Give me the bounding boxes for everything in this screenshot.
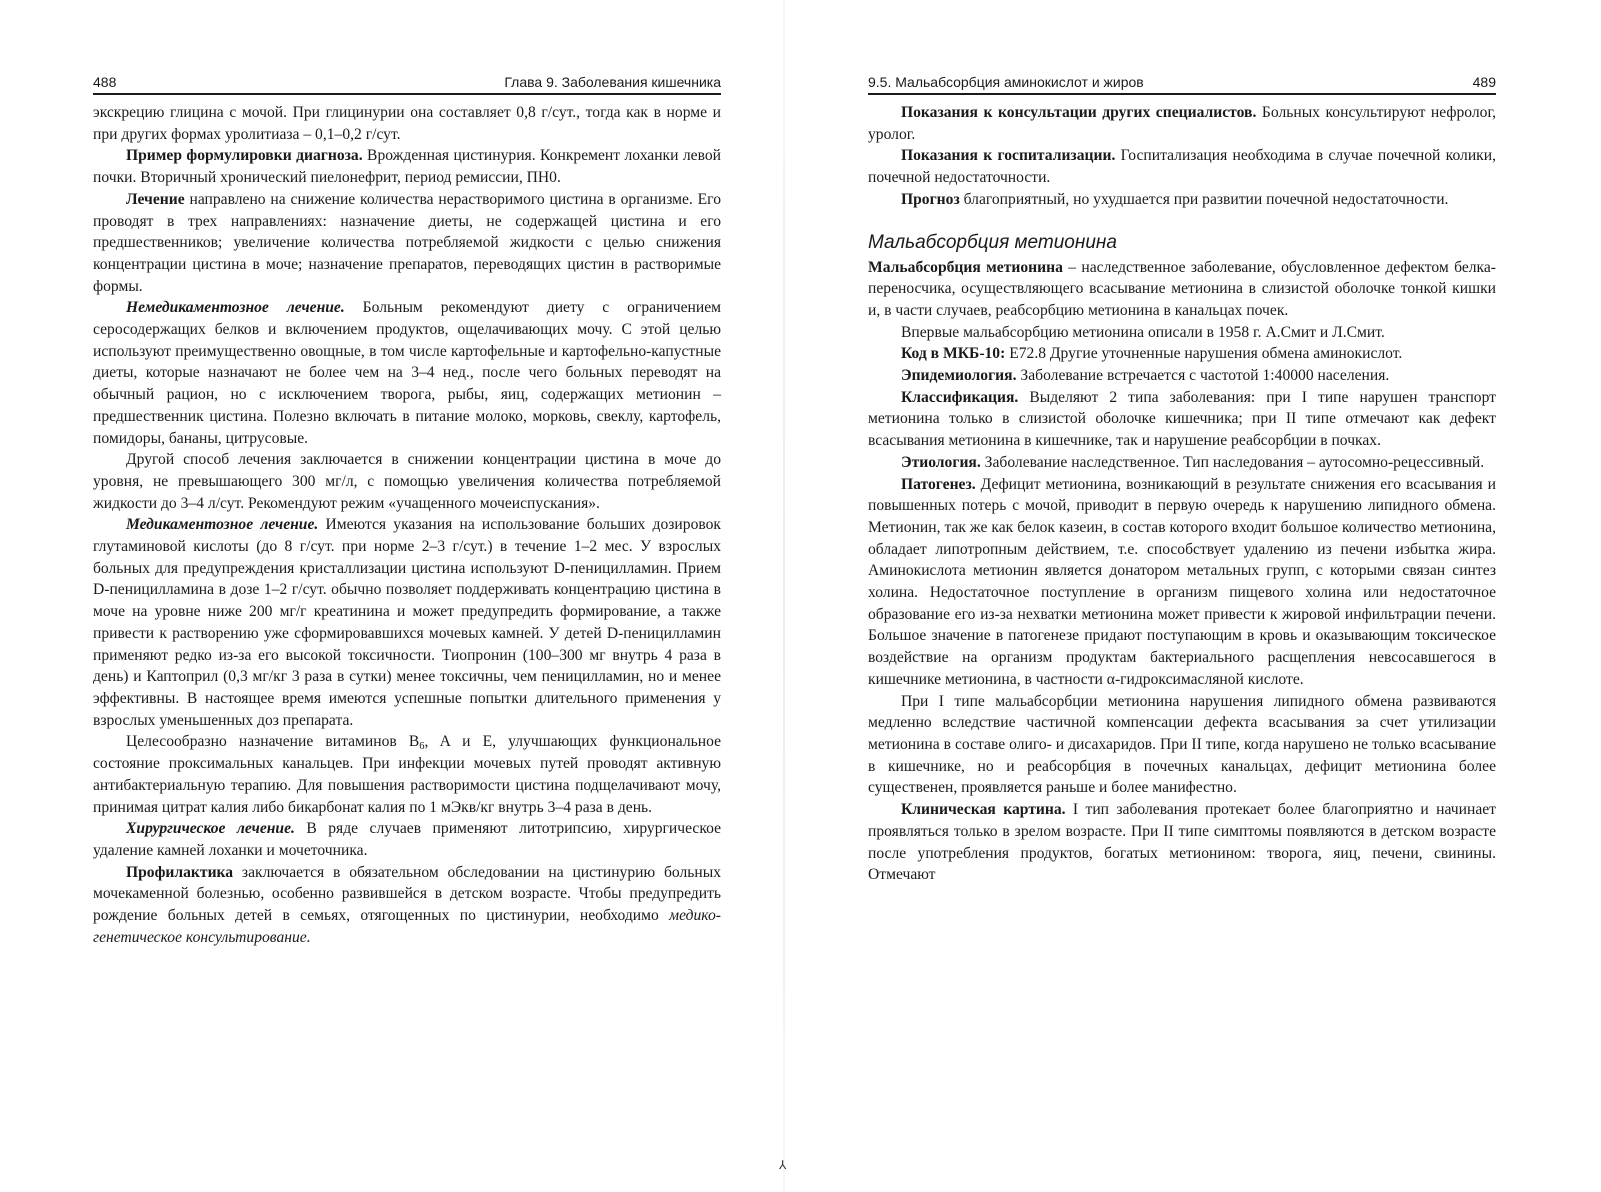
paragraph: Патогенез. Дефицит метионина, возникающий в результате снижения его всасывания и повышенных потерь с мочой, приводит в первую очередь к нарушению липидного обмена. Метионин, так же как белок казеин, в состав которого входит большое количество метионина, обладает липотропным действием, т.е. способствует удалению из печени избытка жира. Аминокислота метионин является донатором метальных групп, с которыми связан синтез холина. Недостаточное поступление в организм пищевого холина или недостаточное образование его из-за нехватки метионина может привести к жировой инфильтрации печени. Большое значение в патогенезе придают поступающим в кровь и оказывающим токсическое воздействие на организм продуктам бактериального расщепления невсосавшегося в кишечнике метионина, в частности α-гидроксимасляной кислоте. bbox=[868, 475, 1496, 688]
right-page bbox=[868, 74, 1496, 1154]
section-heading: Мальабсорбция метионина bbox=[868, 231, 1117, 253]
book-spine bbox=[783, 0, 785, 1192]
paragraph: Мальабсорбция метионина – наследственное заболевание, обусловленное дефектом белка-переносчика, осуществляющего всасывание метионина в слизистой оболочке тонкой кишки и, в части случаев, реабсорбцию метионина в канальцах почек. bbox=[868, 258, 1497, 319]
right-page-number: 489 bbox=[1472, 74, 1496, 90]
paragraph: Другой способ лечения заключается в снижении концентрации цистина в моче до уровня, не превышающего 300 мг/л, с помощью увеличения количества потребляемой жидкости до 3–4 л/сут. Рекомендуют режим «учащенного мочеиспускания». bbox=[93, 451, 721, 512]
paragraph-lead: Классификация. bbox=[901, 388, 1019, 406]
paragraph: Немедикаментозное лечение. Больным рекомендуют диету с ограничением серосодержащих белков и включением продуктов, ощелачивающих мочу. С этой целью используют преимущественно овощные, в том числе картофельные и картофельно-капустные диеты, которые назначают не более чем на 3–4 нед., после чего больных переводят на обычный рацион, но с исключением творога, рыбы, яиц, содержащих метионин – предшественник цистина. Полезно включать в питание молоко, морковь, свеклу, картофель, помидоры, бананы, цитрусовые. bbox=[93, 299, 721, 447]
left-running-head bbox=[93, 74, 721, 95]
paragraph-lead: Эпидемиология. bbox=[901, 367, 1017, 385]
paragraph-lead: Медикаментозное лечение. bbox=[126, 516, 319, 534]
paragraph: Этиология. Заболевание наследственное. Тип наследования – аутосомно-рецессивный. bbox=[901, 453, 1485, 471]
paragraph: Показания к госпитализации. Госпитализация необходима в случае почечной колики, почечной недостаточности. bbox=[868, 147, 1496, 187]
paragraph-lead: Патогенез. bbox=[901, 475, 976, 493]
subscript: 6 bbox=[419, 741, 425, 753]
paragraph-lead: Клиническая картина. bbox=[901, 801, 1066, 819]
left-page bbox=[93, 74, 721, 1154]
spine-mark: ⅄ bbox=[779, 1158, 787, 1172]
right-running-head bbox=[868, 74, 1496, 95]
italic-term: медико-генетическое консультирование. bbox=[93, 907, 721, 946]
paragraph: Профилактика заключается в обязательном обследовании на цистинурию больных мочекаменной болезнью, особенно развившейся в детском возрасте. Чтобы предупредить рождение больных детей в семьях, отягощенных по цистинурии, необходимо медико-генетическое консультирование. bbox=[93, 863, 721, 946]
paragraph: Код в МКБ-10: E72.8 Другие уточненные нарушения обмена аминокислот. bbox=[901, 345, 1403, 363]
paragraph-lead: Показания к консультации других специалистов. bbox=[901, 104, 1257, 121]
paragraph-lead: Профилактика bbox=[126, 863, 234, 881]
paragraph: Прогноз благоприятный, но ухудшается при развитии почечной недостаточности. bbox=[901, 190, 1449, 208]
paragraph: Медикаментозное лечение. Имеются указания на использование больших дозировок глутаминовой кислоты (до 8 г/сут. при норме 2–3 г/сут.) в течение 1–2 мес. У взрослых больных для предупреждения кристаллизации цистина используют D-пеницилламин. Прием D-пеницилламина в дозе 1–2 г/сут. обычно позволяет поддерживать концентрацию цистина в моче на уровне ниже 200 мг/г креатинина и может предупредить формирование, а также привести к растворению уже сформировавшихся мочевых камней. У детей D-пеницилламин применяют редко из-за его высокой токсичности. Тиопронин (100–300 мг внутрь 4 раза в день) и Каптоприл (0,3 мг/кг 3 раза в сутки) менее токсичны, чем пеницилламин, но и менее эффективны. В настоящее время имеются успешные попытки длительного применения у взрослых уменьшенных доз препарата. bbox=[93, 516, 721, 729]
paragraph: экскрецию глицина с мочой. При глицинурии она составляет 0,8 г/сут., тогда как в норме и при других формах уролитиаза – 0,1–0,2 г/сут. bbox=[93, 104, 721, 143]
paragraph: Эпидемиология. Заболевание встречается с частотой 1:40000 населения. bbox=[901, 367, 1390, 385]
paragraph: Лечение направлено на снижение количества нерастворимого цистина в организме. Его проводят в трех направлениях: назначение диеты, не содержащей цистина и его предшественников; увеличение количества потребляемой жидкости с целью снижения концентрации цистина в моче; назначение препаратов, переводящих цистин в растворимые формы. bbox=[93, 190, 721, 295]
paragraph: Впервые мальабсорбцию метионина описали в 1958 г. А.Смит и Л.Смит. bbox=[901, 323, 1385, 341]
paragraph-lead: Прогноз bbox=[901, 190, 960, 208]
paragraph: Показания к консультации других специалистов. Больных консультируют нефролог, уролог. bbox=[868, 104, 1496, 143]
left-page-number: 488 bbox=[93, 74, 117, 90]
paragraph-lead: Лечение bbox=[126, 190, 185, 208]
right-section-title: 9.5. Мальабсорбция аминокислот и жиров bbox=[868, 74, 1144, 90]
left-page-body bbox=[93, 102, 721, 948]
paragraph: Хирургическое лечение. В ряде случаев применяют литотрипсию, хирургическое удаление камней лоханки и мочеточника. bbox=[93, 820, 722, 859]
paragraph-lead: Немедикаментозное лечение. bbox=[126, 299, 345, 317]
paragraph: Клиническая картина. I тип заболевания протекает более благоприятно и начинает проявляться только в зрелом возрасте. При II типе симптомы появляются в детском возрасте после употребления продуктов, богатых метионином: творога, яиц, печени, свинины. Отмечают bbox=[868, 801, 1496, 884]
paragraph-lead: Хирургическое лечение. bbox=[126, 820, 295, 838]
paragraph-lead: Показания к госпитализации. bbox=[901, 147, 1116, 165]
paragraph: Целесообразно назначение витаминов $B_6$, A и E, улучшающих функциональное состояние проксимальных канальцев. При инфекции мочевых путей проводят активную антибактериальную терапию. Для повышения растворимости цистина подщелачивают мочу, принимая цитрат калия либо бикарбонат калия по 1 мЭкв/кг внутрь 3–4 раза в день. bbox=[93, 733, 721, 816]
paragraph-lead: Мальабсорбция метионина bbox=[868, 258, 1063, 276]
paragraph-lead: Пример формулировки диагноза. bbox=[126, 147, 363, 165]
paragraph-lead: Этиология. bbox=[901, 453, 981, 471]
left-chapter-title: Глава 9. Заболевания кишечника bbox=[504, 74, 721, 90]
paragraph-lead: Код в МКБ-10: bbox=[901, 345, 1006, 363]
paragraph: Пример формулировки диагноза. Врожденная цистинурия. Конкремент лоханки левой почки. Вторичный хронический пиелонефрит, период ремиссии, ПН0. bbox=[93, 147, 721, 187]
right-page-body bbox=[868, 102, 1496, 886]
paragraph: Классификация. Выделяют 2 типа заболевания: при I типе нарушен транспорт метионина только в слизистой оболочке кишечника; при II типе отмечают как дефект всасывания метионина в кишечнике, так и нарушение реабсорбции в почках. bbox=[868, 388, 1496, 450]
paragraph: При I типе мальабсорбции метионина нарушения липидного обмена развиваются медленно вследствие частичной компенсации дефекта всасывания за счет утилизации метионина в составе олиго- и дисахаридов. При II типе, когда нарушено не только всасывание в кишечнике, но и реабсорбция в почечных канальцах, дефицит метионина более существенен, проявляется раньше и более манифестно. bbox=[868, 692, 1496, 797]
